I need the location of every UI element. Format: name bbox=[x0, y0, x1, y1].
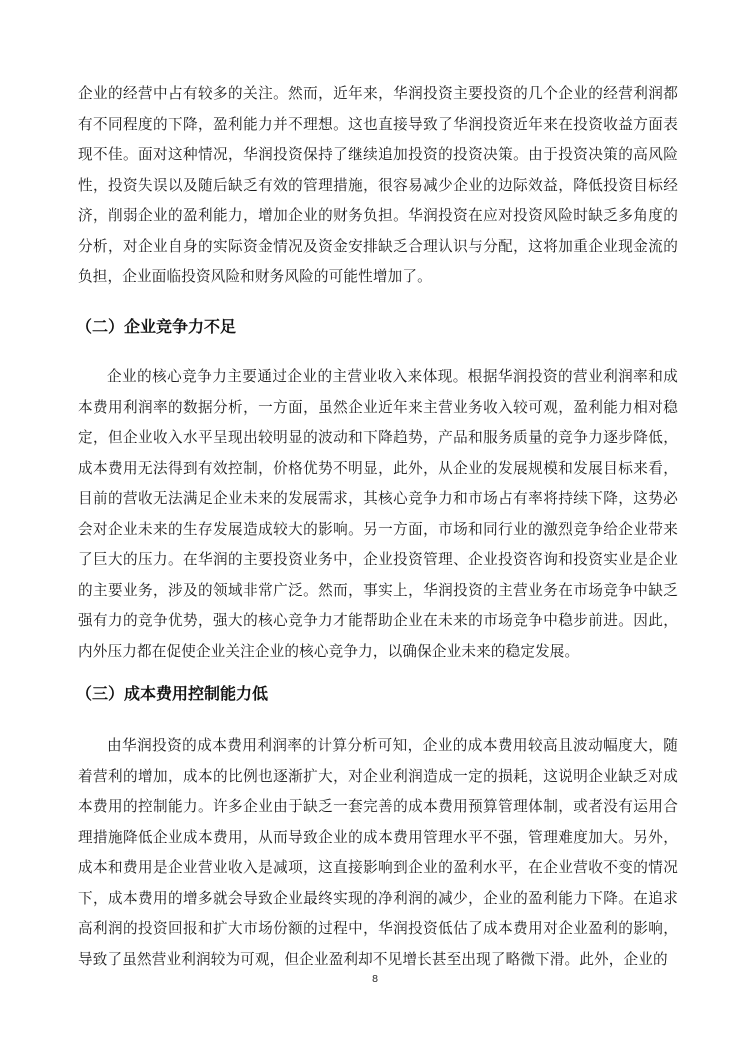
page-number: 8 bbox=[371, 974, 379, 985]
section-heading-competitiveness: （二）企业竞争力不足 bbox=[76, 317, 237, 336]
section-heading-cost-control: （三）成本费用控制能力低 bbox=[76, 684, 269, 703]
paragraph-investment-risk: 企业的经营中占有较多的关注。然而，近年来，华润投资主要投资的几个企业的经营利润都有不同程度的下降，盈利能力并不理想。这也直接导致了华润投资近年来在投资收益方面表现不佳。面对这种情况，华润投资保持了继续追加投资的投资决策。由于投资决策的高风险性，投资失误以及随后缺乏有效的管理措施，很容易减少企业的边际效益，降低投资目标经济，削弱企业的盈利能力，增加企业的财务负担。华润投资在应对投资风险时缺乏多角度的分析，对企业自身的实际资金情况及资金安排缺乏合理认识与分配，这将加重企业现金流的负担，企业面临投资风险和财务风险的可能性增加了。 bbox=[78, 85, 678, 285]
paragraph-cost-control: 由华润投资的成本费用利润率的计算分析可知，企业的成本费用较高且波动幅度大，随着营利的增加，成本的比例也逐渐扩大，对企业利润造成一定的损耗，这说明企业缺乏对成本费用的控制能力。许多企业由于缺乏一套完善的成本费用预算管理体制，或者没有运用合理措施降低企业成本费用，从而导致企业的成本费用管理水平不强，管理难度加大。另外，成本和费用是企业营业收入是减项，这直接影响到企业的盈利水平，在企业营收不变的情况下，成本费用的增多就会导致企业最终实现的净利润的减少，企业的盈利能力下降。在追求高利润的投资回报和扩大市场份额的过程中，华润投资低估了成本费用对企业盈利的影响，导致了虽然营业利润较为可观，但企业盈利却不见增长甚至出现了略微下滑。此外，企业的 bbox=[78, 737, 678, 968]
paragraph-competitiveness: 企业的核心竞争力主要通过企业的主营业收入来体现。根据华润投资的营业利润率和成本费用利润率的数据分析，一方面，虽然企业近年来主营业务收入较可观，盈利能力相对稳定，但企业收入水平呈现出较明显的波动和下降趋势，产品和服务质量的竞争力逐步降低，成本费用无法得到有效控制，价格优势不明显，此外，从企业的发展规模和发展目标来看，目前的营收无法满足企业未来的发展需求，其核心竞争力和市场占有率将持续下降，这势必会对企业未来的生存发展造成较大的影响。另一方面，市场和同行业的激烈竞争给企业带来了巨大的压力。在华润的主要投资业务中，企业投资管理、企业投资咨询和投资实业是企业的主要业务，涉及的领域非常广泛。然而，事实上，华润投资的主营业务在市场竞争中缺乏强有力的竞争优势，强大的核心竞争力才能帮助企业在未来的市场竞争中稳步前进。因此，内外压力都在促使企业关注企业的核心竞争力，以确保企业未来的稳定发展。 bbox=[78, 368, 678, 660]
